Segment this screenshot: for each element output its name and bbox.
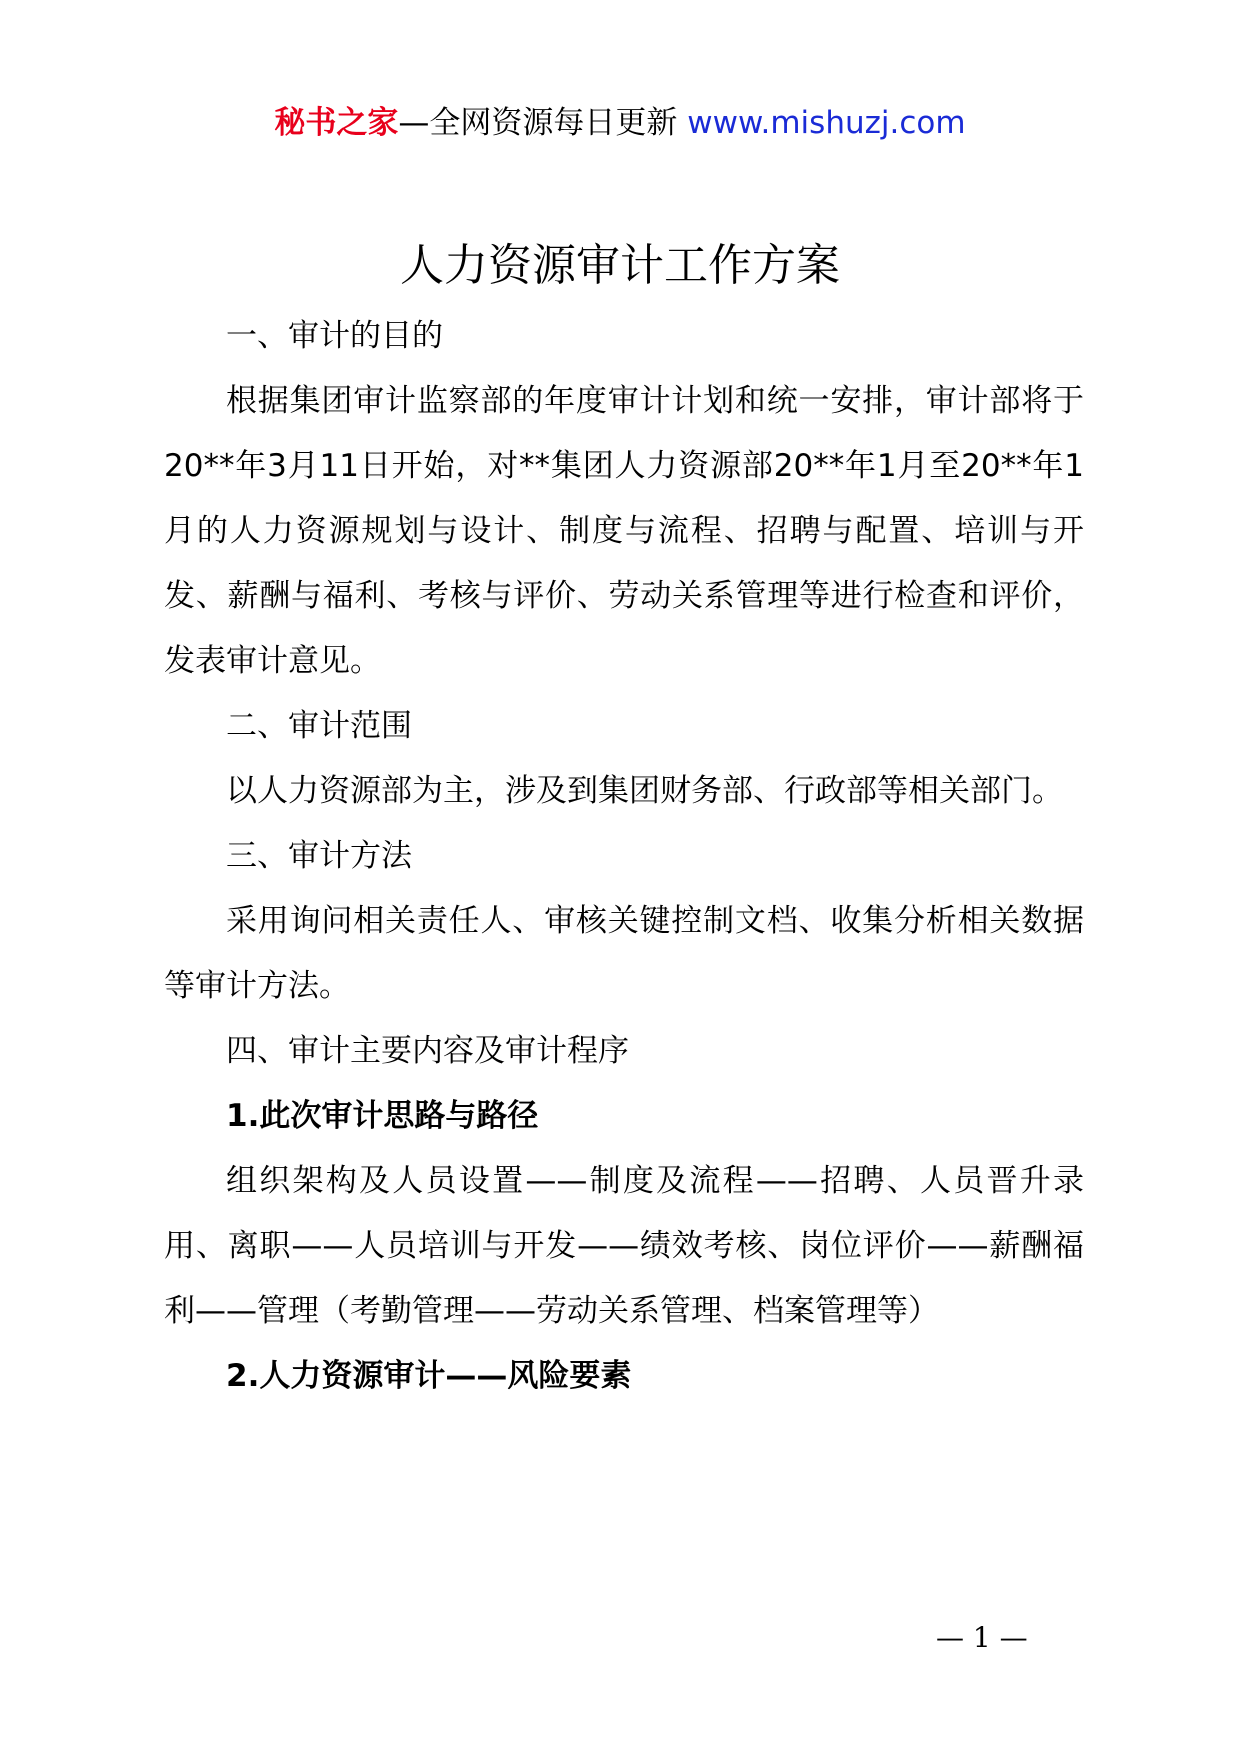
paragraph-scope: 以人力资源部为主，涉及到集团财务部、行政部等相关部门。 — [226, 773, 1063, 809]
subheading-approach: 1.此次审计思路与路径 — [226, 1098, 539, 1134]
document-body — [164, 304, 1084, 1409]
section-heading-method: 三、审计方法 — [226, 838, 412, 874]
paragraph-approach: 组织架构及人员设置——制度及流程——招聘、人员晋升录用、离职——人员培训与开发——绩效考核、岗位评价——薪酬福利——管理（考勤管理——劳动关系管理、档案管理等） — [164, 1163, 1084, 1329]
site-slogan: —全网资源每日更新 — [398, 105, 688, 141]
site-url-link[interactable]: www.mishuzj.com — [687, 105, 966, 141]
page-number: — 1 — — [936, 1621, 1028, 1654]
site-brand: 秘书之家 — [274, 105, 399, 141]
section-heading-purpose: 一、审计的目的 — [226, 318, 443, 354]
document-title: 人力资源审计工作方案 — [400, 240, 840, 291]
site-banner — [0, 100, 1240, 146]
section-heading-scope: 二、审计范围 — [226, 708, 412, 744]
subheading-risk-factors: 2.人力资源审计——风险要素 — [226, 1358, 632, 1394]
paragraph-purpose: 根据集团审计监察部的年度审计计划和统一安排，审计部将于20**年3月11日开始，对**集团人力资源部20**年1月至20**年1月的人力资源规划与设计、制度与流程、招聘与配置、培训与开发、薪酬与福利、考核与评价、劳动关系管理等进行检查和评价，发表审计意见。 — [164, 383, 1084, 679]
paragraph-method: 采用询问相关责任人、审核关键控制文档、收集分析相关数据等审计方法。 — [164, 903, 1084, 1004]
section-heading-content: 四、审计主要内容及审计程序 — [226, 1033, 629, 1069]
